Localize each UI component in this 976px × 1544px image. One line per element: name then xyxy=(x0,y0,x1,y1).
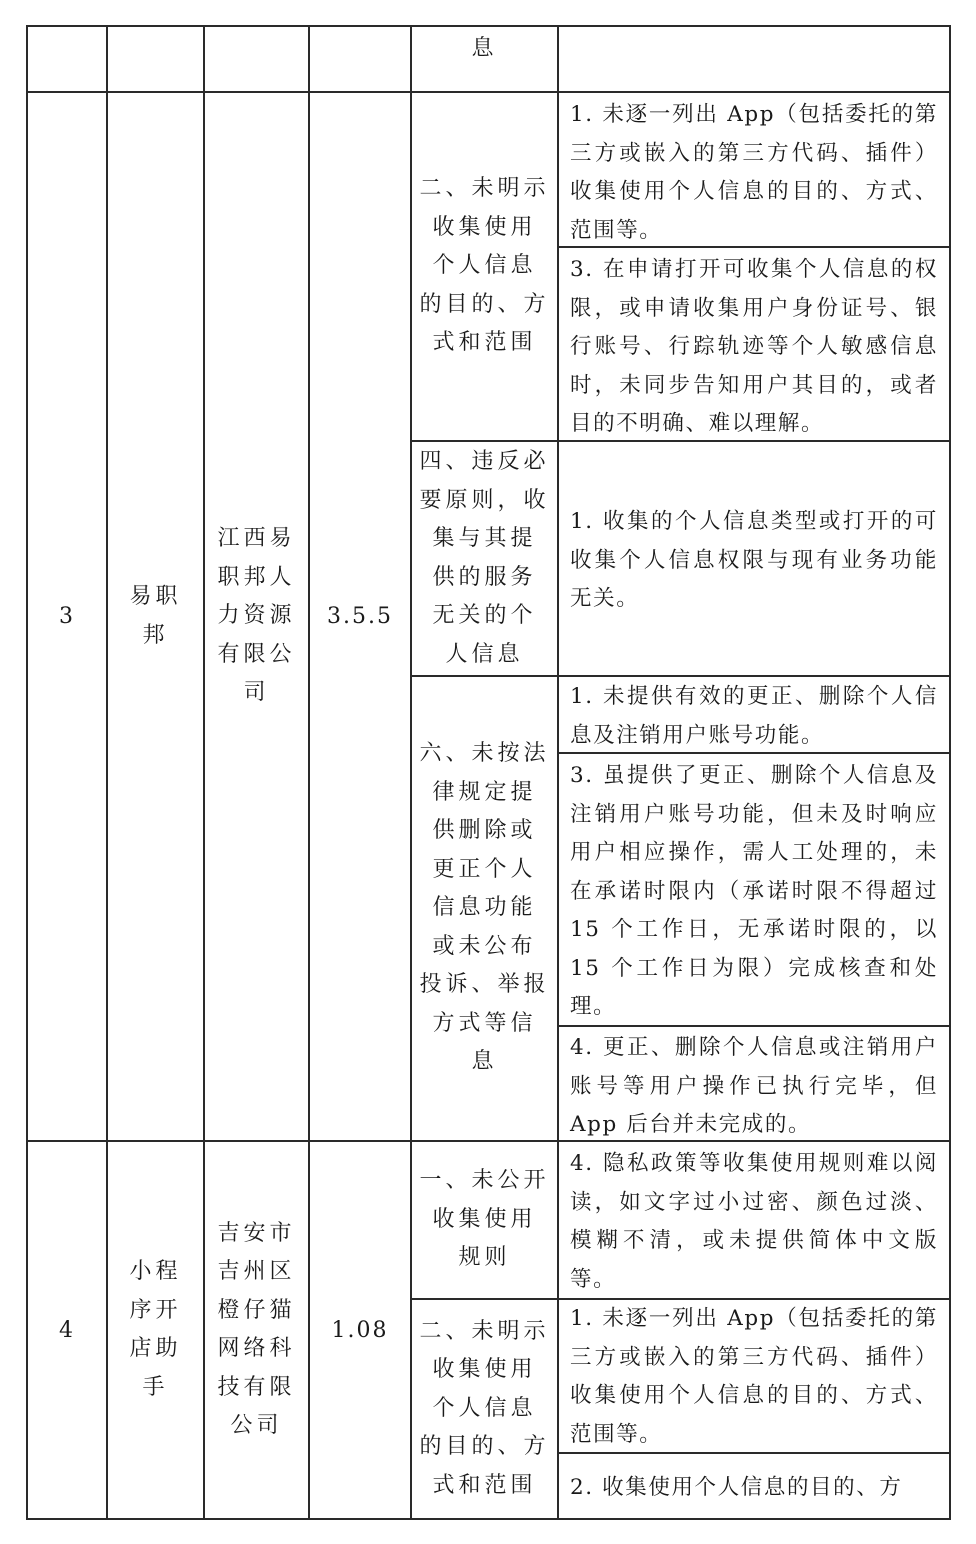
version-cell: 1.08 xyxy=(331,1317,389,1343)
column-divider xyxy=(949,25,951,1520)
app-name-cell: 小程 序开 店助 手 xyxy=(129,1259,182,1400)
violation-item: 1. 未提供有效的更正、删除个人信息及注销用户账号功能。 xyxy=(570,684,938,748)
violation-item: 3. 在申请打开可收集个人信息的权限，或申请收集用户身份证号、银行账号、行踪轨迹等个人敏感信息时，未同步告知用户其目的，或者目的不明确、难以理解。 xyxy=(570,257,938,436)
category-cell: 六、未按法 律规定提 供删除或 更正个人 信息功能 或未公布 投诉、举报 方式等信 息 xyxy=(419,741,550,1075)
violation-item: 1. 收集的个人信息类型或打开的可收集个人信息权限与现有业务功能无关。 xyxy=(570,509,938,611)
seq-cell: 3 xyxy=(59,604,75,629)
seq-cell: 4 xyxy=(59,1317,75,1343)
violation-item: 3. 虽提供了更正、删除个人信息及注销用户账号功能，但未及时响应用户相应操作，需人工处理的，未在承诺时限内（承诺时限不得超过 15 个工作日，无承诺时限的，以 15 个工作日为限）完成核查和处理。 xyxy=(570,763,938,1019)
category-cell-tail: 息 xyxy=(471,35,498,61)
category-cell: 二、未明示 收集使用 个人信息 的目的、方 式和范围 xyxy=(419,176,550,356)
violation-item: 4. 更正、删除个人信息或注销用户账号等用户操作已执行完毕，但 App 后台并未完成的。 xyxy=(570,1035,938,1137)
company-cell: 吉安市 吉州区 橙仔猫 网络科 技有限 公司 xyxy=(217,1220,296,1438)
app-name-cell: 易职 邦 xyxy=(129,584,182,648)
row-divider xyxy=(26,1518,951,1520)
company-cell: 江西易 职邦人 力资源 有限公 司 xyxy=(217,526,296,706)
violation-item: 4. 隐私政策等收集使用规则难以阅读，如文字过小过密、颜色过淡、模糊不清，或未提供简体中文版等。 xyxy=(570,1151,938,1292)
violation-item: 1. 未逐一列出 App（包括委托的第三方或嵌入的第三方代码、插件）收集使用个人信息的目的、方式、范围等。 xyxy=(570,1306,938,1447)
column-divider xyxy=(557,25,559,1520)
category-cell: 二、未明示 收集使用 个人信息 的目的、方 式和范围 xyxy=(419,1318,550,1498)
category-cell: 一、未公开 收集使用 规则 xyxy=(419,1168,550,1271)
violation-item: 1. 未逐一列出 App（包括委托的第三方或嵌入的第三方代码、插件）收集使用个人信息的目的、方式、范围等。 xyxy=(570,102,938,243)
category-cell: 四、违反必 要原则，收 集与其提 供的服务 无关的个 人信息 xyxy=(419,449,550,667)
violation-item: 2. 收集使用个人信息的目的、方 xyxy=(570,1475,903,1500)
version-cell: 3.5.5 xyxy=(327,604,393,629)
